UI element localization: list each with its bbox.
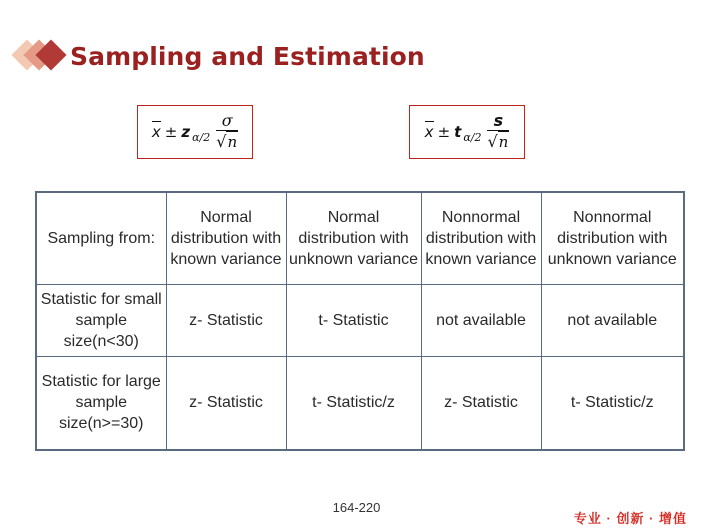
s-numerator: s — [493, 111, 504, 130]
row-label-large-sample: Statistic for large sample size(n>=30) — [36, 356, 166, 450]
alpha-half-subscript: α/2 — [192, 130, 211, 144]
diamond-bullet-icon — [14, 38, 68, 74]
slide-title: Sampling and Estimation — [70, 41, 425, 71]
table-cell: z- Statistic — [166, 356, 286, 450]
sigma-over-root-n — [216, 112, 238, 152]
table-cell: z- Statistic — [166, 284, 286, 356]
sigma-numerator: σ — [221, 111, 233, 130]
z-symbol: z — [181, 123, 191, 141]
header-sampling-from: Sampling from: — [36, 192, 166, 284]
header-nonnormal-unknown: Nonnormal distribution with unknown variance — [541, 192, 684, 284]
plus-minus-symbol: ± — [164, 123, 178, 141]
alpha-half-subscript: α/2 — [463, 130, 482, 144]
slogan-text: 专业 · 创新 · 增值 — [573, 511, 687, 526]
square-root-icon: √ — [487, 131, 498, 151]
title-bar — [14, 36, 425, 76]
row-label-small-sample: Statistic for small sample size(n<30) — [36, 284, 166, 356]
root-n: n — [498, 133, 509, 151]
z-interval-formula — [137, 105, 253, 159]
header-nonnormal-known: Nonnormal distribution with known variance — [421, 192, 541, 284]
x-bar-symbol: x — [151, 123, 161, 141]
table-cell: not available — [421, 284, 541, 356]
page-number: 164-220 — [332, 500, 381, 515]
t-symbol: t — [454, 123, 462, 141]
table-cell: t- Statistic/z — [541, 356, 684, 450]
statistic-table — [35, 191, 685, 451]
table-cell: t- Statistic — [286, 284, 421, 356]
table-row — [36, 284, 684, 356]
table-row — [36, 356, 684, 450]
square-root-icon: √ — [216, 131, 227, 151]
table-cell: z- Statistic — [421, 356, 541, 450]
table-cell: t- Statistic/z — [286, 356, 421, 450]
header-normal-unknown: Normal distribution with unknown variance — [286, 192, 421, 284]
t-interval-formula — [409, 105, 525, 159]
header-normal-known: Normal distribution with known variance — [166, 192, 286, 284]
s-over-root-n — [487, 112, 509, 152]
plus-minus-symbol: ± — [437, 123, 451, 141]
table-cell: not available — [541, 284, 684, 356]
root-n: n — [227, 133, 238, 151]
table-header-row — [36, 192, 684, 284]
x-bar-symbol: x — [424, 123, 434, 141]
